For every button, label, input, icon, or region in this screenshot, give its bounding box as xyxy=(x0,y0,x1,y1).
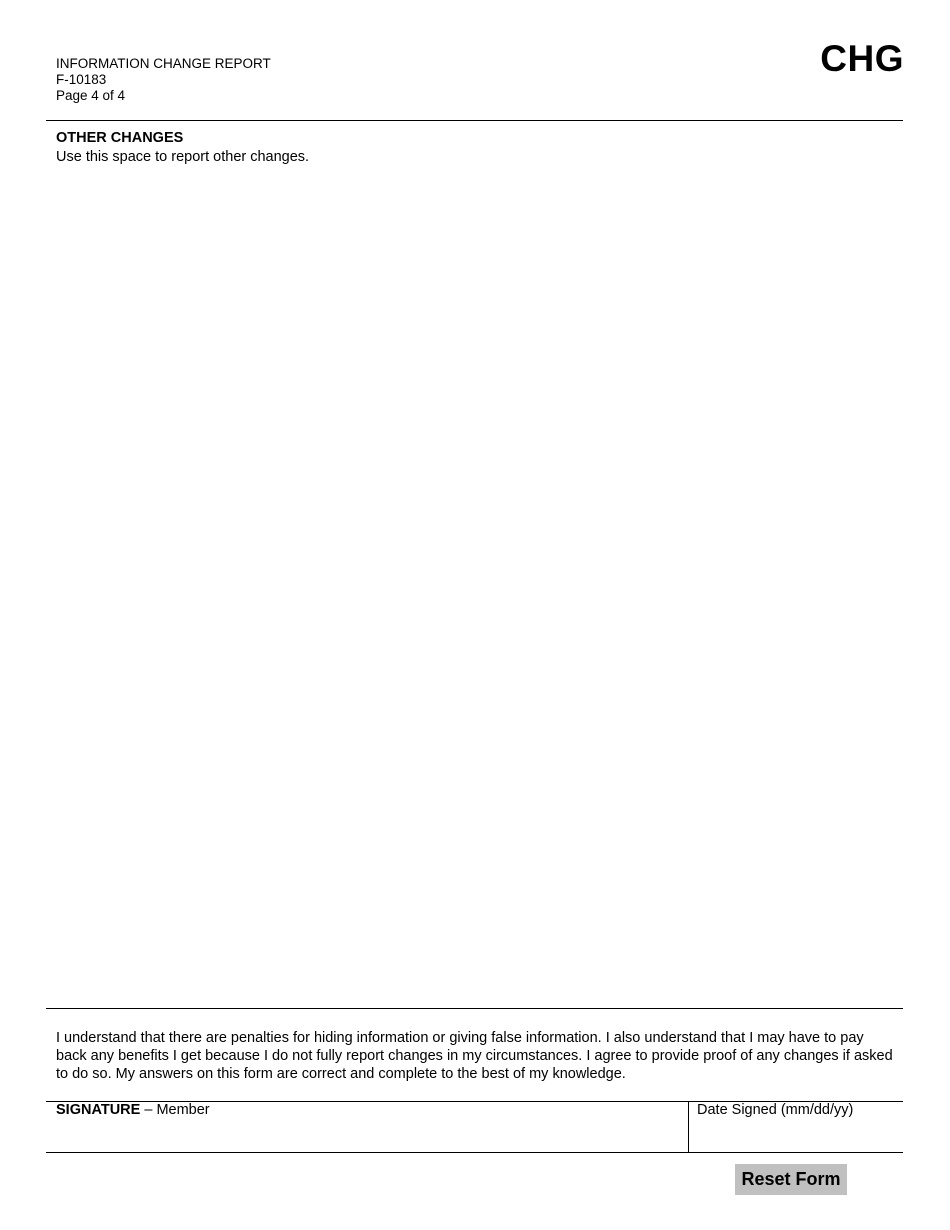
form-title: INFORMATION CHANGE REPORT xyxy=(56,56,271,71)
date-signed-field[interactable] xyxy=(691,1121,900,1149)
section-divider xyxy=(46,1008,903,1009)
signature-label-rest: – Member xyxy=(140,1102,210,1118)
signature-column-divider xyxy=(688,1101,689,1152)
signature-bottom-divider xyxy=(46,1152,903,1153)
page-indicator: Page 4 of 4 xyxy=(56,88,126,103)
form-header xyxy=(56,56,271,104)
header-divider xyxy=(46,120,903,121)
section-title: OTHER CHANGES xyxy=(56,130,184,146)
signature-label-bold: SIGNATURE xyxy=(56,1102,141,1118)
signature-field[interactable] xyxy=(48,1121,684,1149)
certification-statement: I understand that there are penalties for hiding information or giving false information. I also understand that I may have to pay back any benefits I get because I do not fully report changes in my circumstances. I agree to provide proof of any changes if asked to do so. My answers on this form are correct and complete to the best of my knowledge. xyxy=(56,1030,893,1082)
reset-form-button[interactable]: Reset Form xyxy=(735,1164,847,1195)
date-signed-label: Date Signed (mm/dd/yy) xyxy=(697,1102,854,1118)
signature-label xyxy=(56,1102,210,1118)
form-code: CHG xyxy=(820,38,904,79)
form-number: F-10183 xyxy=(56,72,107,87)
other-changes-field[interactable] xyxy=(46,170,903,1002)
section-instruction: Use this space to report other changes. xyxy=(56,149,310,165)
